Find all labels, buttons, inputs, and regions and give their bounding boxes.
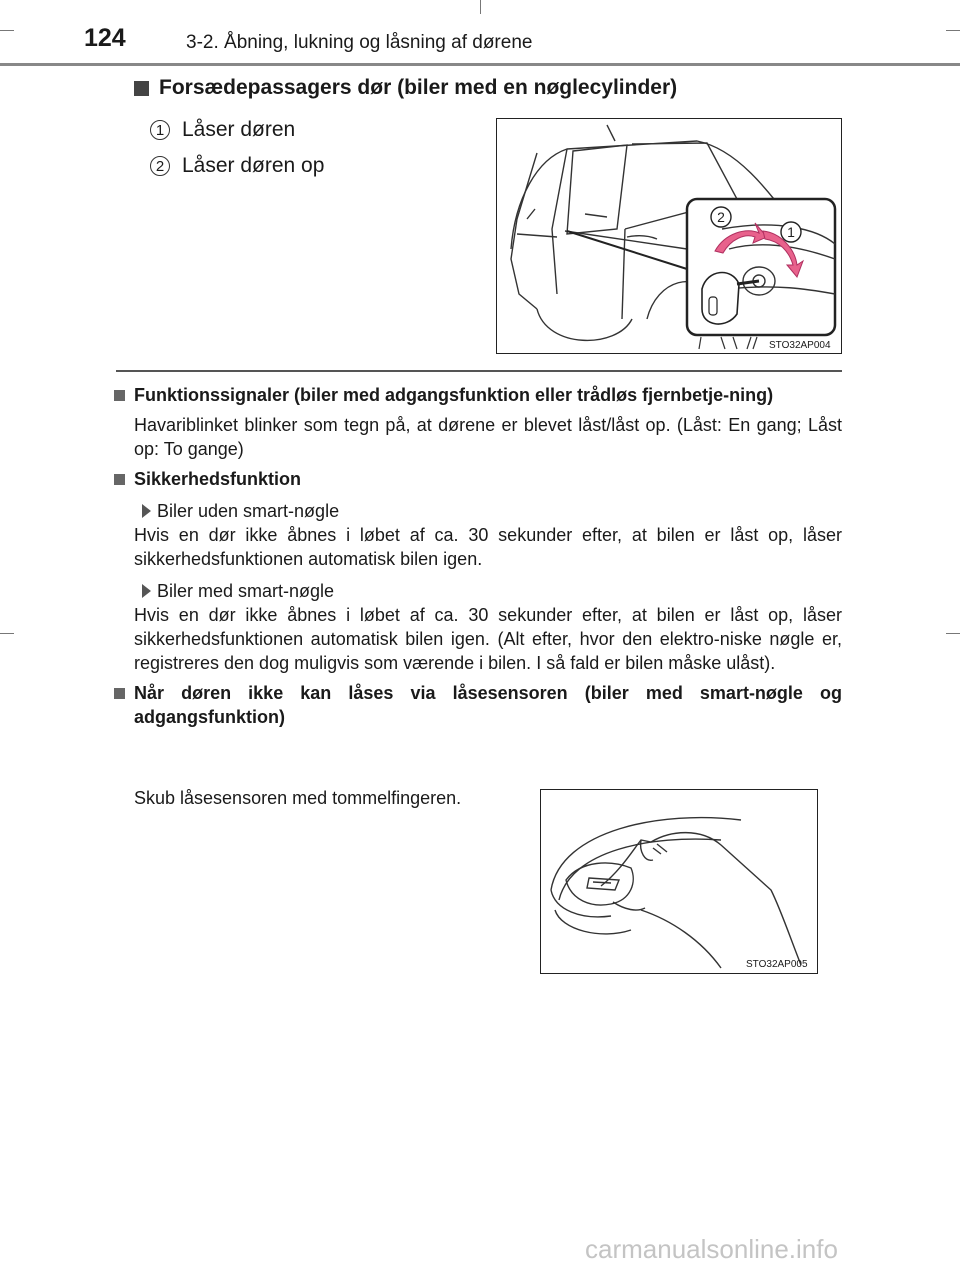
note-heading: Når døren ikke kan låses via låsesensoren (biler med smart-nøgle og adgangsfunktion) (112, 681, 842, 729)
note-body: Havariblinket blinker som tegn på, at dørene er blevet låst/låst op. (Låst: En gang; Låst op: To gange) (134, 415, 842, 459)
square-bullet-icon (114, 390, 125, 401)
watermark: carmanualsonline.info (585, 1234, 838, 1264)
note-heading: Sikkerhedsfunktion (112, 467, 842, 491)
note-body: Hvis en dør ikke åbnes i løbet af ca. 30 sekunder efter, at bilen er låst op, låser sikkerhedsfunktionen automatisk bilen igen. (134, 525, 842, 569)
step-item (150, 148, 324, 184)
figure-code: STO32AP004 (769, 340, 831, 351)
sub-heading: Biler med smart-nøgle (142, 579, 842, 603)
sub-heading: Biler uden smart-nøgle (142, 499, 842, 523)
triangle-bullet-icon (142, 584, 151, 598)
note-body: Skub låsesensoren med tommelfingeren. (134, 788, 462, 808)
note-body: Hvis en dør ikke åbnes i løbet af ca. 30 sekunder efter, at bilen er låst op, låser sikkerhedsfunktionen automatisk bilen igen. (Alt efter, hvor den elektro-niske nøgle er, registreres den dog muligvis som værende i bilen. I så fald er bilen måske ulåst). (134, 605, 842, 673)
square-bullet-icon (134, 81, 149, 96)
step-number-1: 1 (150, 120, 170, 140)
step-number-2: 2 (150, 156, 170, 176)
square-bullet-icon (114, 474, 125, 485)
chapter-title: 3-2. Åbning, lukning og låsning af dørene (186, 32, 533, 53)
crop-mark (0, 633, 14, 634)
section-title (134, 76, 677, 100)
figure-code: STO32AP005 (746, 959, 808, 970)
header-rule (0, 63, 960, 66)
step-item (150, 112, 324, 148)
svg-text:2: 2 (717, 209, 725, 225)
triangle-bullet-icon (142, 504, 151, 518)
svg-text:1: 1 (787, 224, 795, 240)
crop-mark (0, 30, 14, 31)
step-label: Låser døren (182, 118, 296, 141)
crop-mark (480, 0, 481, 14)
car-key-cylinder-drawing (497, 119, 840, 352)
section-divider (116, 370, 842, 372)
lock-sensor-illustration (540, 789, 818, 974)
notes-section (112, 383, 842, 729)
car-door-lock-illustration (496, 118, 842, 354)
section-title-text: Forsædepassagers dør (biler med en nøglecylinder) (159, 76, 678, 99)
crop-mark (946, 30, 960, 31)
thumb-on-handle-drawing (541, 790, 816, 972)
page-number: 124 (84, 24, 126, 52)
square-bullet-icon (114, 688, 125, 699)
crop-mark (946, 633, 960, 634)
note-heading: Funktionssignaler (biler med adgangsfunktion eller trådløs fjernbetje-ning) (112, 383, 842, 407)
step-list (150, 112, 324, 184)
step-label: Låser døren op (182, 154, 325, 177)
